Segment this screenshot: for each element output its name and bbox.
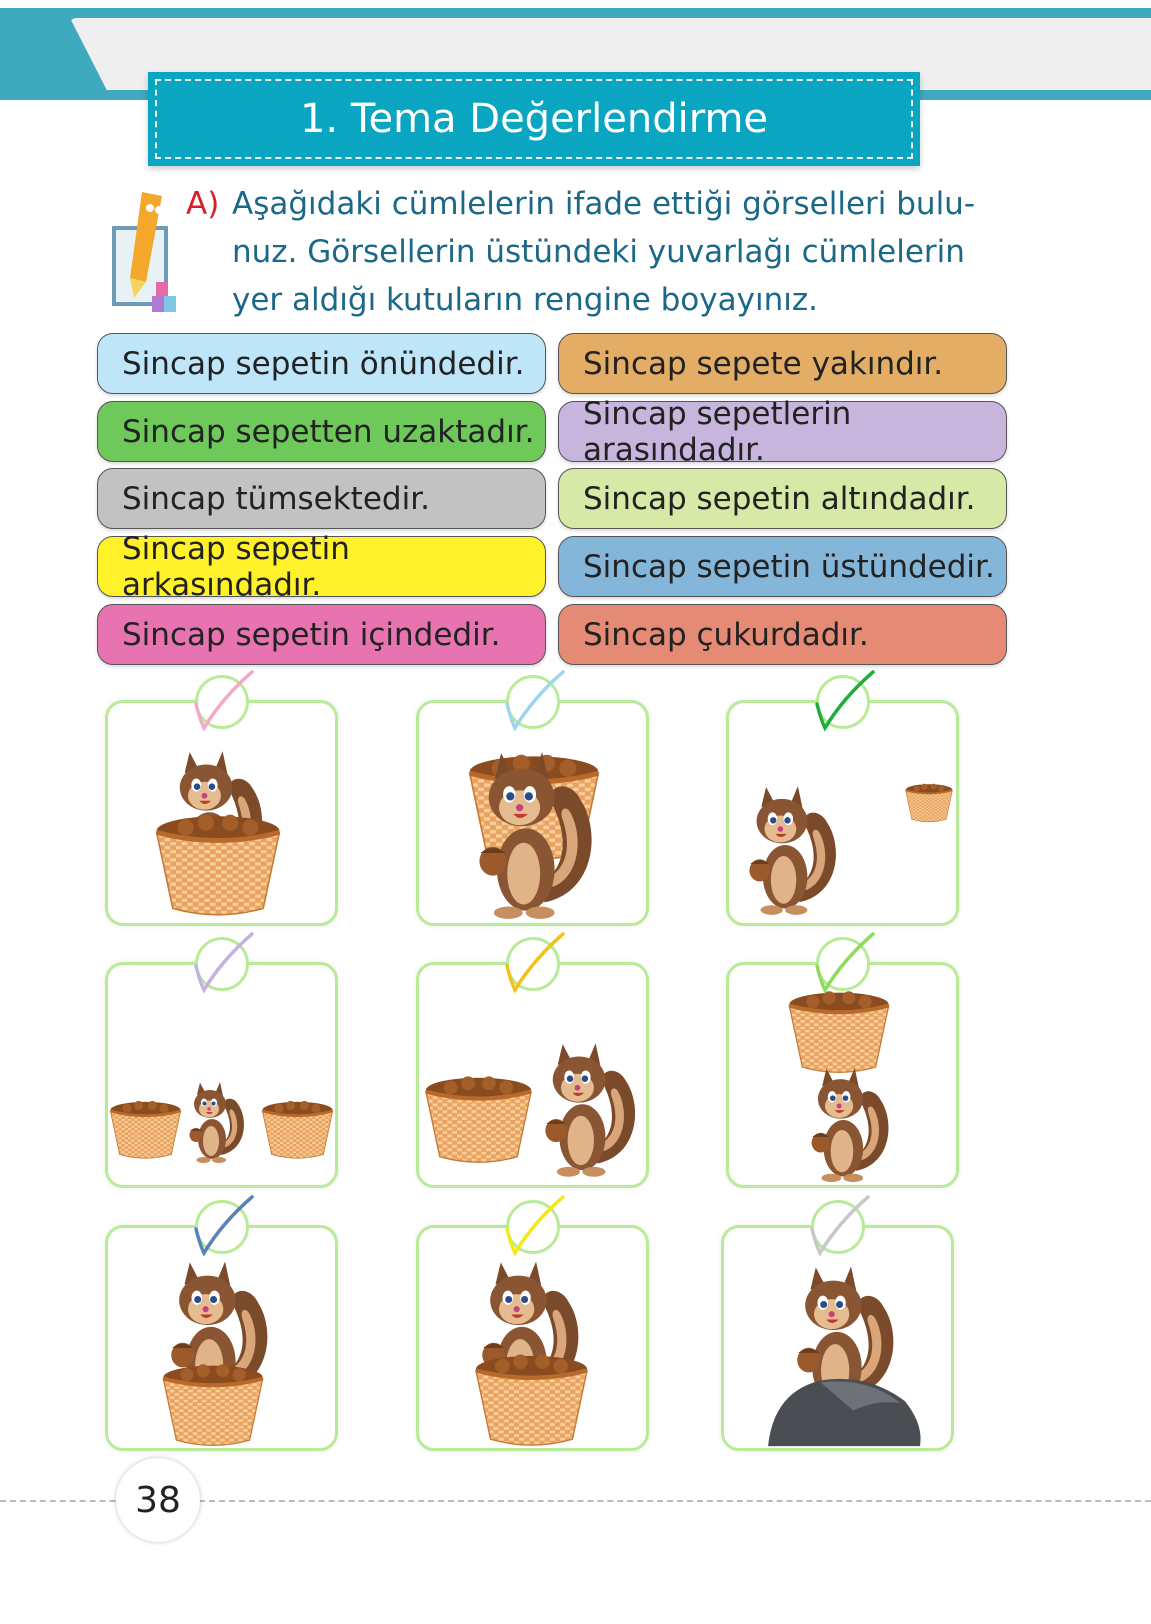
instruction-line-2: nuz. Görsellerin üstündeki yuvarlağı cümlelerin [232,234,965,270]
checkmark-icon [803,658,883,738]
instruction-label: A) [186,186,220,222]
picture-card[interactable] [105,1225,338,1451]
title-banner [148,72,920,166]
sentence-box: Sincap tümsektedir. [97,468,546,529]
checkmark-icon [798,1183,878,1263]
instruction-line-3: yer aldığı kutuların rengine boyayınız. [232,282,818,318]
checkmark-icon [493,1183,573,1263]
checkmark-icon [493,920,573,1000]
sentence-box: Sincap sepetlerin arasındadır. [558,401,1007,462]
sentence-box: Sincap sepetin altındadır. [558,468,1007,529]
instruction [186,180,1002,318]
picture-card[interactable] [105,700,338,926]
pencil-mascot-icon [112,186,180,316]
sentence-box: Sincap çukurdadır. [558,604,1007,665]
sentence-box: Sincap sepetin arkasındadır. [97,536,546,597]
sentence-box: Sincap sepetin üstündedir. [558,536,1007,597]
sentence-box: Sincap sepetten uzaktadır. [97,401,546,462]
checkmark-icon [803,920,883,1000]
page-title: 1. Tema Değerlendirme [155,79,913,159]
picture-card[interactable] [721,1225,954,1451]
checkmark-icon [493,658,573,738]
sentence-box: Sincap sepetin önündedir. [97,333,546,394]
sentence-box: Sincap sepete yakındır. [558,333,1007,394]
checkmark-icon [182,1183,262,1263]
picture-card[interactable] [416,700,649,926]
instruction-line-1: Aşağıdaki cümlelerin ifade ettiği görselleri bulu- [232,186,976,222]
picture-card[interactable] [105,962,338,1188]
picture-card[interactable] [416,962,649,1188]
checkmark-icon [182,658,262,738]
sentence-box: Sincap sepetin içindedir. [97,604,546,665]
picture-card[interactable] [416,1225,649,1451]
checkmark-icon [182,920,262,1000]
page-number: 38 [116,1458,200,1542]
picture-card[interactable] [726,700,959,926]
picture-card[interactable] [726,962,959,1188]
